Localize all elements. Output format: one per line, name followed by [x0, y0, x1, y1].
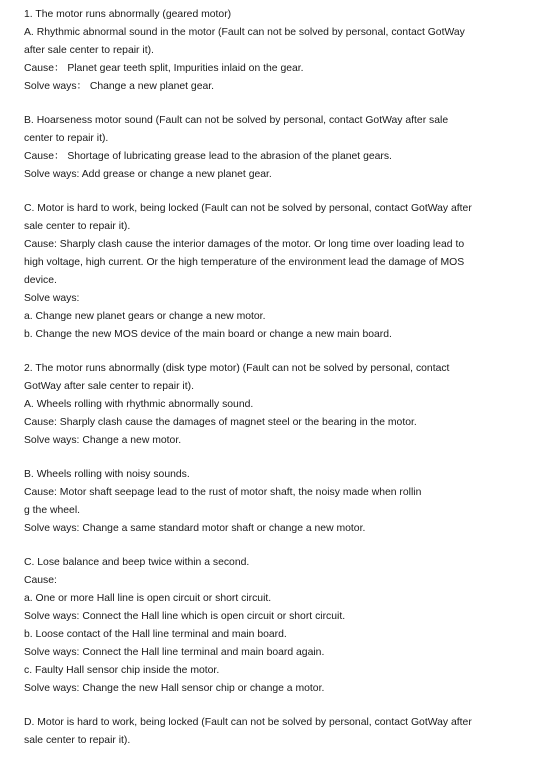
solve-ways-label: Solve ways:: [24, 293, 80, 304]
fault-title-continued: sale center to repair it).: [24, 735, 131, 746]
fault-title-continued: after sale center to repair it).: [24, 45, 154, 56]
fault-title-lose-balance: C. Lose balance and beep twice within a second.: [24, 557, 250, 568]
cause-text: Cause： Planet gear teeth split, Impurities inlaid on the gear.: [24, 63, 304, 74]
fault-title-locked: C. Motor is hard to work, being locked (Fault can not be solved by personal, contact GotWay after: [24, 203, 472, 214]
section-geared-motor-b: [24, 112, 524, 184]
solve-ways-text: Solve ways: Add grease or change a new planet gear.: [24, 169, 272, 180]
heading-geared-motor: 1. The motor runs abnormally (geared motor): [24, 9, 232, 20]
section-disk-motor-c: [24, 554, 524, 698]
fault-title-continued: center to repair it).: [24, 133, 109, 144]
cause-item-a: a. One or more Hall line is open circuit or short circuit.: [24, 593, 272, 604]
heading-disk-motor: 2. The motor runs abnormally (disk type motor) (Fault can not be solved by personal, contact: [24, 363, 450, 374]
cause-text: Cause: Sharply clash cause the damages of magnet steel or the bearing in the motor.: [24, 417, 417, 428]
solve-ways-item-c: Solve ways: Change the new Hall sensor chip or change a motor.: [24, 683, 325, 694]
cause-label: Cause:: [24, 575, 57, 586]
solve-ways-item-b: Solve ways: Connect the Hall line terminal and main board again.: [24, 647, 325, 658]
fault-title-hoarseness: B. Hoarseness motor sound (Fault can not be solved by personal, contact GotWay after sale: [24, 115, 449, 126]
fault-title-noisy: B. Wheels rolling with noisy sounds.: [24, 469, 190, 480]
section-disk-motor-a: [24, 360, 524, 450]
section-disk-motor-b: [24, 466, 524, 538]
solve-ways-text: Solve ways： Change a new planet gear.: [24, 81, 215, 92]
fault-title-rhythmic-sound: A. Rhythmic abnormal sound in the motor (Fault can not be solved by personal, contact GotWay: [24, 27, 465, 38]
solve-way-item-b: b. Change the new MOS device of the main board or change a new main board.: [24, 329, 392, 340]
fault-title-rhythmic-rolling: A. Wheels rolling with rhythmic abnormally sound.: [24, 399, 254, 410]
solve-ways-text: Solve ways: Change a same standard motor shaft or change a new motor.: [24, 523, 366, 534]
cause-item-c: c. Faulty Hall sensor chip inside the motor.: [24, 665, 220, 676]
cause-text: Cause: Motor shaft seepage lead to the rust of motor shaft, the noisy made when rollin: [24, 487, 422, 498]
fault-title-locked: D. Motor is hard to work, being locked (Fault can not be solved by personal, contact GotWay after: [24, 717, 472, 728]
solve-ways-item-a: Solve ways: Connect the Hall line which is open circuit or short circuit.: [24, 611, 346, 622]
cause-item-b: b. Loose contact of the Hall line terminal and main board.: [24, 629, 287, 640]
fault-title-continued: sale center to repair it).: [24, 221, 131, 232]
cause-text-continued: g the wheel.: [24, 505, 81, 516]
heading-continued: GotWay after sale center to repair it).: [24, 381, 194, 392]
solve-way-item-a: a. Change new planet gears or change a new motor.: [24, 311, 266, 322]
section-geared-motor-c: [24, 200, 524, 344]
document-page: [24, 6, 524, 766]
solve-ways-text: Solve ways: Change a new motor.: [24, 435, 182, 446]
cause-text: Cause: Sharply clash cause the interior damages of the motor. Or long time over loading lead to: [24, 239, 465, 250]
cause-text: Cause： Shortage of lubricating grease lead to the abrasion of the planet gears.: [24, 151, 392, 162]
section-disk-motor-d: [24, 714, 524, 750]
cause-text-continued: device.: [24, 275, 57, 286]
section-geared-motor-a: [24, 6, 524, 96]
cause-text-continued: high voltage, high current. Or the high temperature of the environment lead the damage of MOS: [24, 257, 465, 268]
